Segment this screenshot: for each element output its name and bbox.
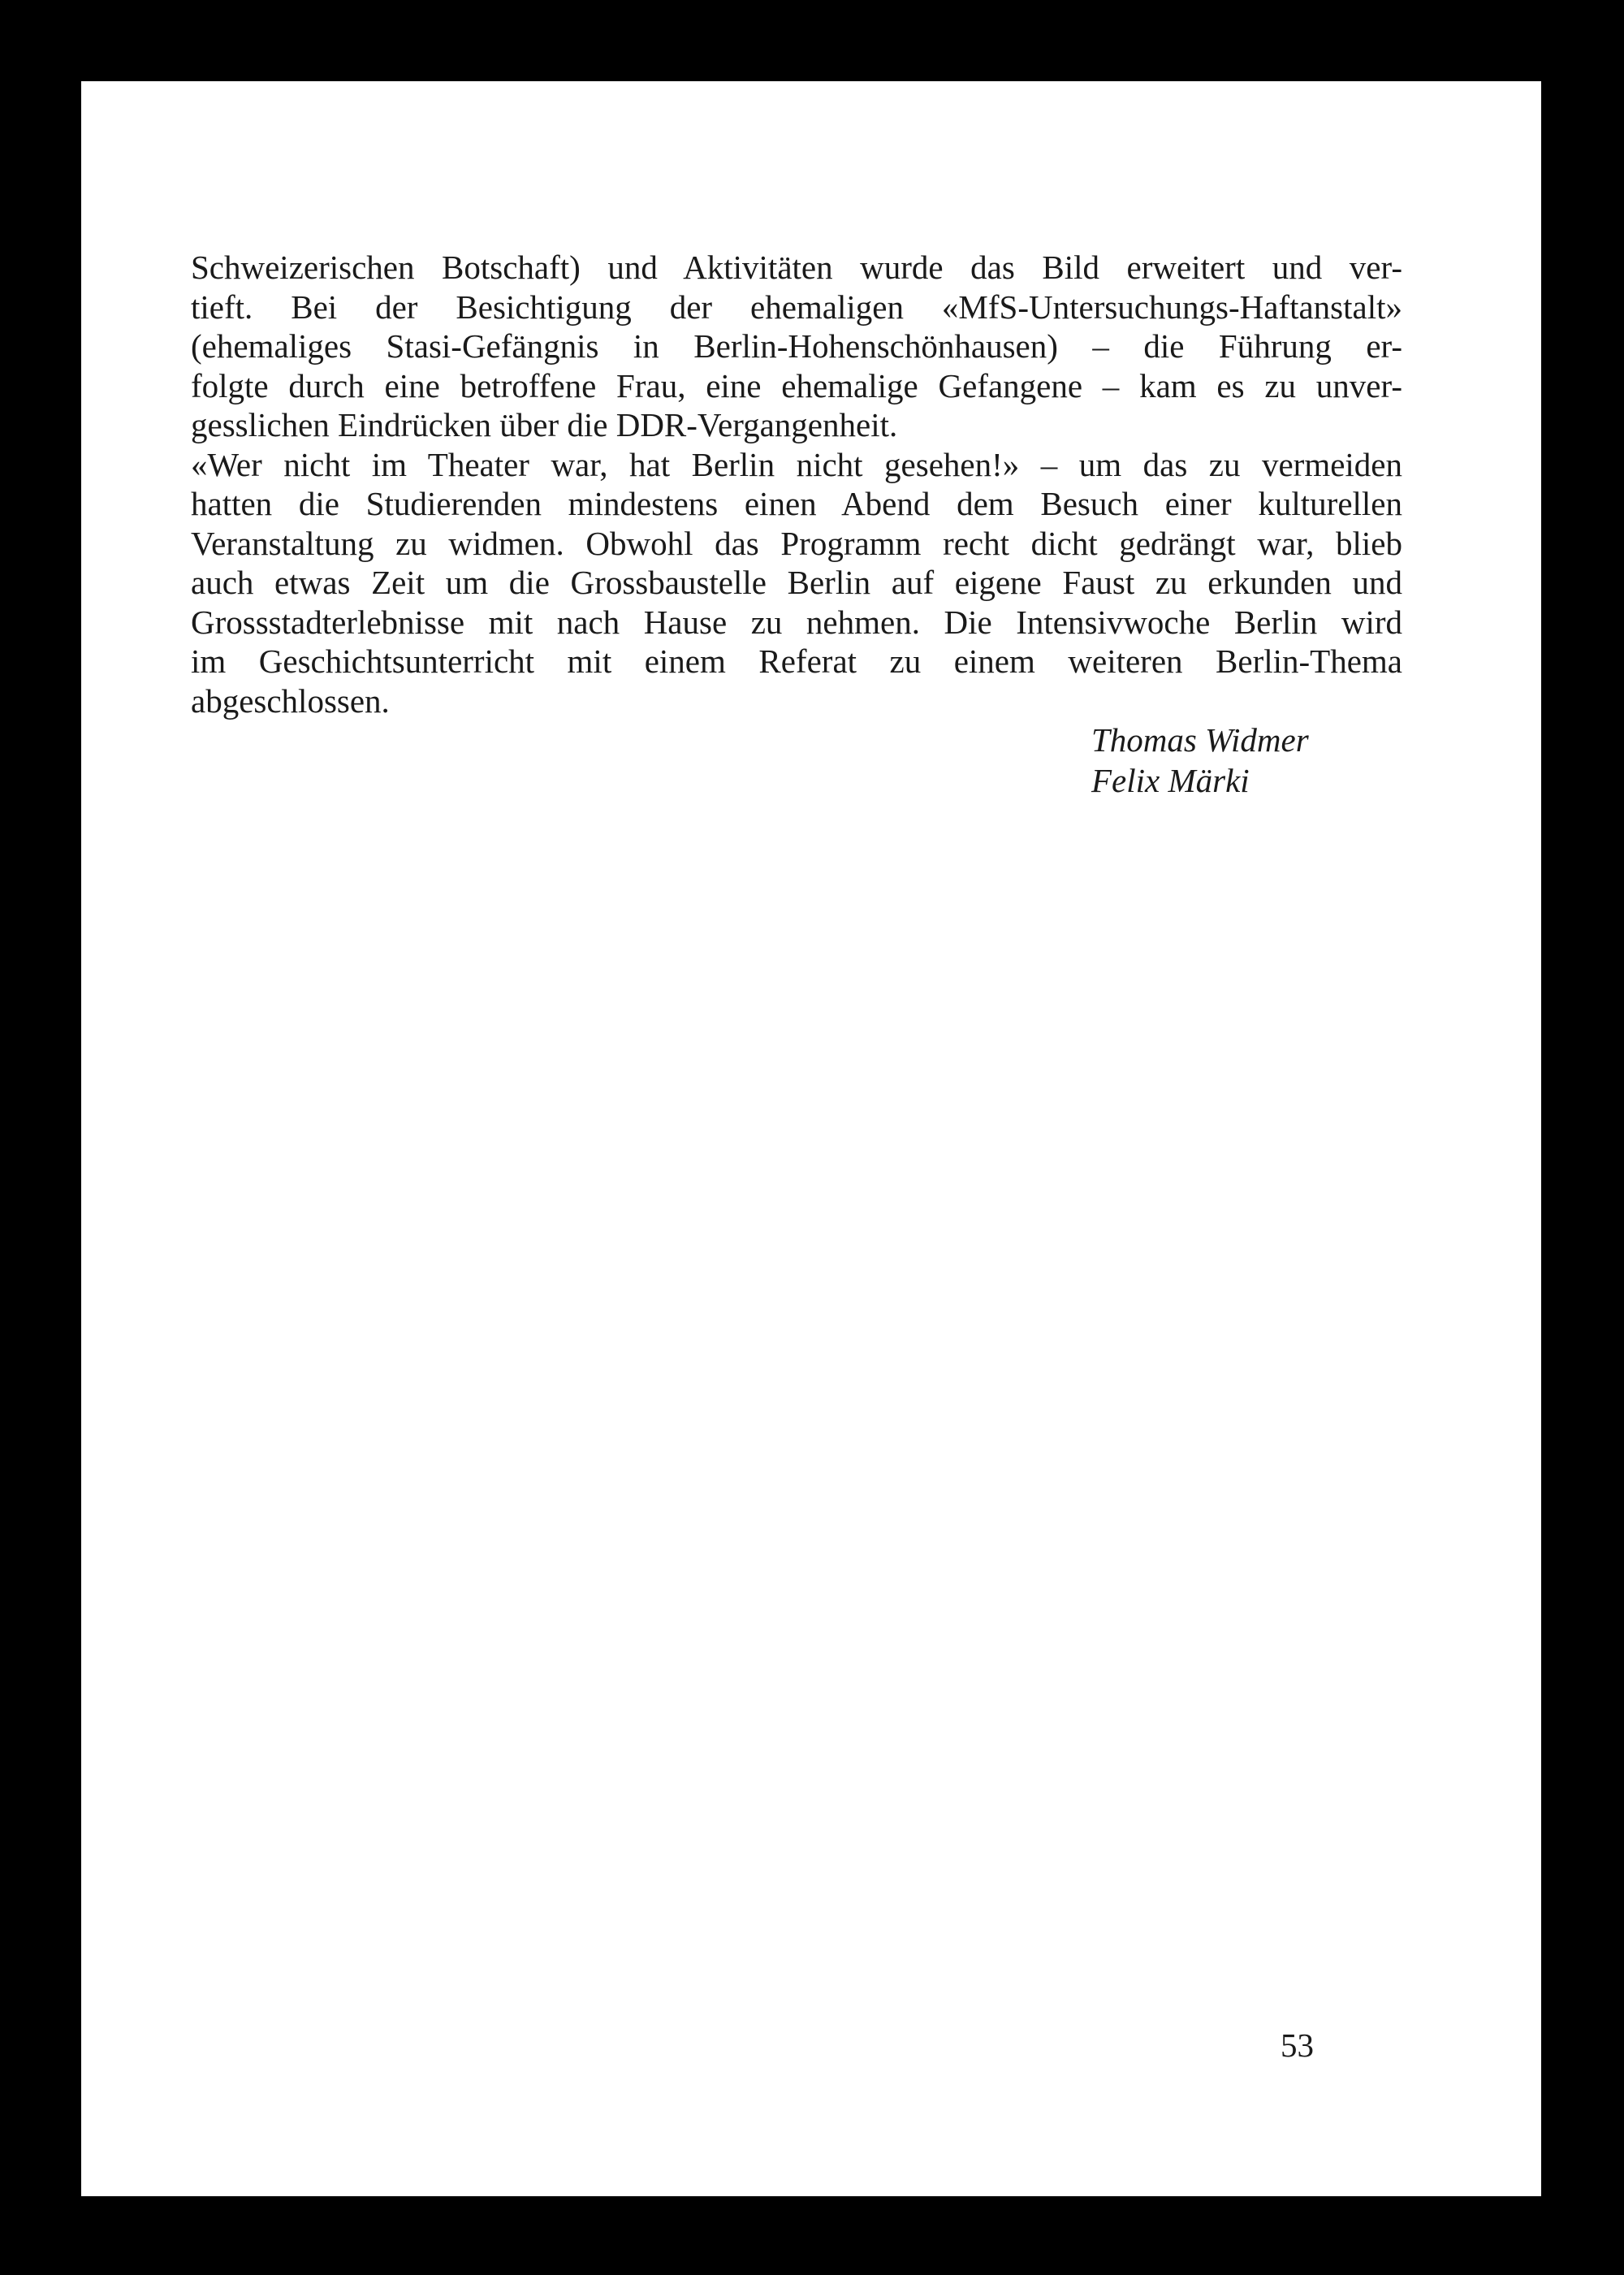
text-line: auch etwas Zeit um die Grossbaustelle Berlin auf eigene Faust zu erkunden und (191, 564, 1402, 601)
text-line: Grossstadterlebnisse mit nach Hause zu nehmen. Die Intensivwoche Berlin wird (191, 603, 1402, 641)
text-line: Schweizerischen Botschaft) und Aktivitäten wurde das Bild erweitert und ver- (191, 249, 1402, 286)
author-name: Thomas Widmer (1091, 721, 1309, 759)
author-name: Felix Märki (1091, 762, 1250, 799)
body-paragraph (191, 248, 1402, 720)
author-signature (1091, 720, 1309, 801)
document-page (81, 81, 1541, 2196)
text-line: Veranstaltung zu widmen. Obwohl das Programm recht dicht gedrängt war, blieb (191, 524, 1402, 562)
text-line: «Wer nicht im Theater war, hat Berlin nicht gesehen!» – um das zu vermeiden (191, 445, 1402, 483)
text-line: (ehemaliges Stasi-Gefängnis in Berlin-Hohenschönhausen) – die Führung er- (191, 327, 1402, 365)
text-line: im Geschichtsunterricht mit einem Referat zu einem weiteren Berlin-Thema (191, 642, 1402, 680)
text-line: tieft. Bei der Besichtigung der ehemaligen «MfS-Untersuchungs-Haftanstalt» (191, 288, 1402, 326)
text-line: folgte durch eine betroffene Frau, eine ehemalige Gefangene – kam es zu unver- (191, 366, 1402, 404)
text-line: hatten die Studierenden mindestens einen Abend dem Besuch einer kulturellen (191, 485, 1402, 522)
text-line: abgeschlossen. (191, 681, 390, 720)
page-number: 53 (1281, 2026, 1314, 2064)
text-line: gesslichen Eindrücken über die DDR-Vergangenheit. (191, 406, 898, 443)
